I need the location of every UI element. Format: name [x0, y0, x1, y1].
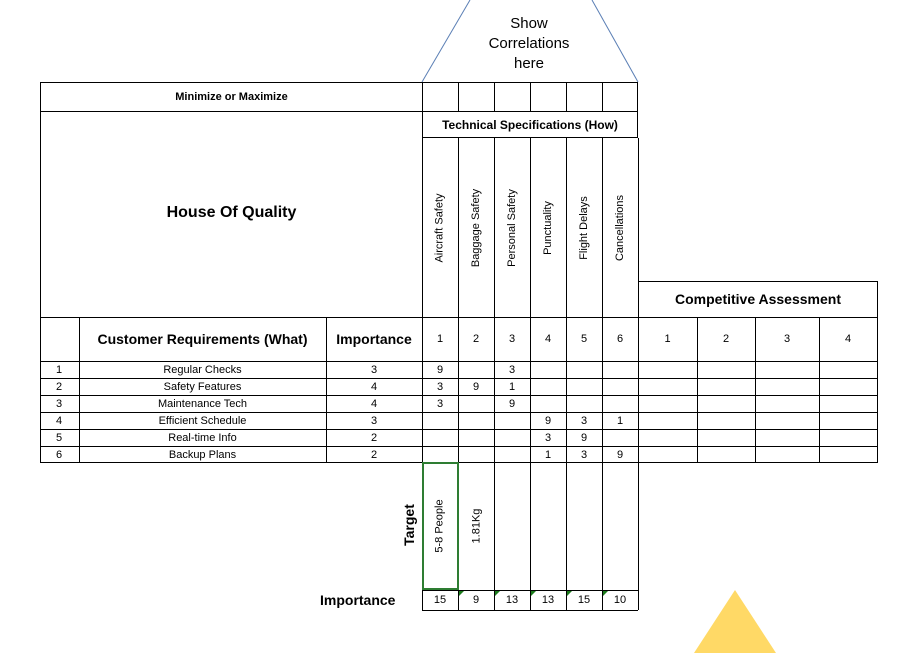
requirements-header: Customer Requirements (What) [97, 331, 308, 347]
competitive-header: Competitive Assessment [675, 291, 841, 307]
tech-spec-label-3: Personal Safety [506, 189, 518, 267]
tech-spec-label-2: Baggage Safety [470, 188, 483, 268]
relation-cell: 9 [580, 431, 588, 444]
relation-cell: 3 [544, 431, 552, 444]
target-label: Target [401, 504, 417, 546]
requirement-number: 1 [56, 363, 63, 376]
relation-cell: 3 [508, 363, 516, 376]
relation-cell: 9 [472, 380, 480, 393]
tech-number-5: 5 [580, 333, 588, 345]
requirement-importance: 3 [370, 363, 378, 376]
relation-cell: 9 [544, 414, 552, 427]
requirement-number: 5 [56, 431, 63, 444]
relation-cell: 9 [436, 363, 444, 376]
tech-spec-label-1: Aircraft Safety [434, 193, 447, 263]
relation-cell: 9 [508, 397, 516, 410]
requirement-label: Real-time Info [168, 431, 237, 444]
relation-cell: 3 [580, 414, 588, 427]
requirement-label: Regular Checks [163, 363, 242, 376]
requirement-importance: 4 [370, 380, 378, 393]
bottom-importance-5: 15 [577, 594, 591, 606]
requirement-number: 6 [56, 448, 63, 461]
bottom-importance-4: 13 [541, 594, 555, 606]
relation-cell: 1 [508, 380, 516, 393]
competitive-number-4: 4 [844, 333, 852, 345]
relation-cell: 3 [436, 397, 444, 410]
house-title: House Of Quality [166, 204, 297, 221]
roof-text: Show Correlations here [488, 15, 570, 72]
relation-cell: 3 [436, 380, 444, 393]
minimize-label: Minimize or Maximize [175, 91, 288, 103]
bottom-importance-1: 15 [433, 594, 447, 606]
requirement-number: 4 [56, 414, 63, 427]
relation-cell: 3 [580, 448, 588, 461]
bottom-importance-3: 13 [505, 594, 519, 606]
requirement-importance: 2 [370, 431, 378, 444]
requirement-label: Efficient Schedule [158, 414, 247, 427]
tech-spec-header: Technical Specifications (How) [442, 117, 618, 132]
bottom-importance-6: 10 [613, 594, 627, 606]
target-cell-2[interactable]: 1.81Kg [470, 508, 482, 544]
importance-header: Importance [336, 331, 412, 347]
tech-number-3: 3 [508, 333, 516, 345]
competitive-number-3: 3 [783, 333, 791, 345]
tech-number-1: 1 [436, 333, 444, 345]
tech-spec-label-5: Flight Delays [578, 196, 591, 260]
target-cell-1[interactable]: 5-8 People [434, 499, 446, 553]
relation-cell: 9 [616, 448, 624, 461]
requirement-label: Backup Plans [168, 448, 237, 461]
tech-spec-label-6: Cancellations [614, 194, 627, 262]
requirement-number: 2 [56, 380, 63, 393]
requirement-number: 3 [56, 397, 63, 410]
bottom-importance-label: Importance [320, 592, 396, 608]
relation-cell: 1 [544, 448, 552, 461]
tech-spec-label-4: Punctuality [542, 201, 554, 255]
requirement-importance: 3 [370, 414, 378, 427]
requirement-importance: 2 [370, 448, 378, 461]
requirement-label: Safety Features [163, 380, 242, 393]
tech-number-2: 2 [472, 333, 480, 345]
tech-number-4: 4 [544, 333, 552, 345]
tech-number-6: 6 [616, 333, 624, 345]
relation-cell: 1 [616, 414, 624, 427]
requirement-label: Maintenance Tech [157, 397, 248, 410]
bottom-importance-2: 9 [472, 594, 480, 606]
competitive-number-2: 2 [722, 333, 730, 345]
competitive-number-1: 1 [664, 333, 671, 345]
requirement-importance: 4 [370, 397, 378, 410]
